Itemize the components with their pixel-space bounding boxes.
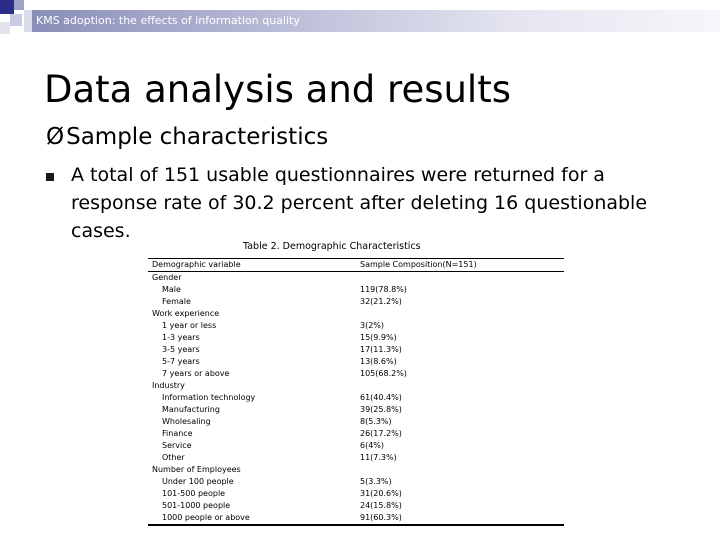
decor-square bbox=[10, 14, 22, 26]
table-row-value: 61(40.4%) bbox=[360, 393, 402, 402]
table-row bbox=[148, 368, 564, 380]
table-row-value: 24(15.8%) bbox=[360, 501, 402, 510]
table-row-value: 17(11.3%) bbox=[360, 345, 402, 354]
table-row-value: 119(78.8%) bbox=[360, 285, 407, 294]
table-row-value: 13(8.6%) bbox=[360, 357, 397, 366]
table-row bbox=[148, 284, 564, 296]
table-row bbox=[148, 440, 564, 452]
table-row-label: 101-500 people bbox=[162, 489, 226, 498]
table-row-value: 6(4%) bbox=[360, 441, 385, 450]
table-row bbox=[148, 488, 564, 500]
table-row-value: 26(17.2%) bbox=[360, 429, 402, 438]
table-row-value: 32(21.2%) bbox=[360, 297, 402, 306]
table-row bbox=[148, 308, 564, 320]
table-row-label: 1000 people or above bbox=[162, 513, 250, 522]
table-row-label: Information technology bbox=[162, 393, 256, 402]
table-row-label: Male bbox=[162, 285, 181, 294]
table-row bbox=[148, 344, 564, 356]
arrow-bullet-icon: Ø bbox=[46, 124, 65, 150]
table-row bbox=[148, 428, 564, 440]
square-bullet-icon bbox=[46, 173, 54, 181]
table-row bbox=[148, 296, 564, 308]
table-row bbox=[148, 380, 564, 392]
table-row bbox=[148, 332, 564, 344]
table-row-label: Gender bbox=[152, 273, 182, 282]
subheading bbox=[46, 124, 328, 150]
table-row-label: 1 year or less bbox=[162, 321, 217, 330]
table-row bbox=[148, 512, 564, 524]
header-text: KMS adoption: the effects of information quality bbox=[36, 14, 300, 27]
table-row-value: 91(60.3%) bbox=[360, 513, 402, 522]
table-header-row bbox=[148, 259, 564, 272]
table-row-label: Other bbox=[162, 453, 185, 462]
table-row-label: Number of Employees bbox=[152, 465, 241, 474]
decor-square bbox=[14, 0, 24, 10]
table-row bbox=[148, 272, 564, 284]
table-row-label: 501-1000 people bbox=[162, 501, 231, 510]
table-row-label: 5-7 years bbox=[162, 357, 200, 366]
table-header-left: Demographic variable bbox=[152, 260, 241, 269]
table-row-value: 31(20.6%) bbox=[360, 489, 402, 498]
table-row-label: Female bbox=[162, 297, 191, 306]
bullet-text: A total of 151 usable questionnaires were returned for a response rate of 30.2 percent after deleting 16 questionable cases. bbox=[71, 164, 648, 242]
table-row-label: Industry bbox=[152, 381, 185, 390]
table-row bbox=[148, 464, 564, 476]
table-row-label: Finance bbox=[162, 429, 193, 438]
table-row-value: 105(68.2%) bbox=[360, 369, 407, 378]
table-row-label: Under 100 people bbox=[162, 477, 234, 486]
table-row-value: 15(9.9%) bbox=[360, 333, 397, 342]
table-row bbox=[148, 416, 564, 428]
slide-title: Data analysis and results bbox=[44, 68, 511, 111]
table-row bbox=[148, 320, 564, 332]
decor-square bbox=[24, 10, 32, 32]
demographic-table bbox=[148, 258, 564, 526]
decor-square bbox=[0, 0, 14, 14]
table-row bbox=[148, 356, 564, 368]
table-header-right: Sample Composition(N=151) bbox=[360, 260, 477, 269]
table-row-label: Work experience bbox=[152, 309, 220, 318]
table-row bbox=[148, 392, 564, 404]
decor-square bbox=[0, 22, 10, 34]
table-row-label: Service bbox=[162, 441, 192, 450]
table-row-value: 39(25.8%) bbox=[360, 405, 402, 414]
table-row-label: 7 years or above bbox=[162, 369, 230, 378]
table-row-value: 8(5.3%) bbox=[360, 417, 392, 426]
table-row-label: 1-3 years bbox=[162, 333, 200, 342]
table-row-value: 11(7.3%) bbox=[360, 453, 397, 462]
table-row bbox=[148, 476, 564, 488]
subheading-text: Sample characteristics bbox=[66, 124, 329, 150]
table-row bbox=[148, 452, 564, 464]
table-row-value: 5(3.3%) bbox=[360, 477, 392, 486]
table-row-label: Manufacturing bbox=[162, 405, 220, 414]
table-row-value: 3(2%) bbox=[360, 321, 385, 330]
table-title: Table 2. Demographic Characteristics bbox=[243, 241, 421, 252]
table-row bbox=[148, 500, 564, 512]
table-row-label: Wholesaling bbox=[162, 417, 211, 426]
table-row-label: 3-5 years bbox=[162, 345, 200, 354]
table-row bbox=[148, 404, 564, 416]
